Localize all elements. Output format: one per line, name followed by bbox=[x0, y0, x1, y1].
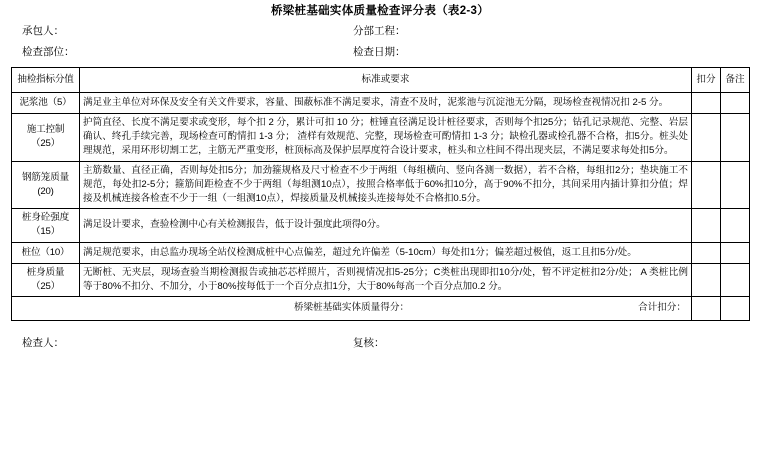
table-row bbox=[12, 263, 750, 296]
row-deduction-pile-concrete-strength[interactable] bbox=[692, 209, 721, 242]
row-label-pile-position: 桩位（10） bbox=[12, 242, 80, 263]
row-deduction-construction-control[interactable] bbox=[692, 114, 721, 162]
row-standard-slurry-pond: 满足业主单位对环保及安全有关文件要求，容量、围蔽标准不满足要求，清查不及时，泥浆池与沉淀池无分隔，现场检查视情况扣 2-5 分。 bbox=[80, 93, 692, 114]
row-standard-pile-concrete-strength: 满足设计要求，查验检测中心有关检测报告，低于设计强度此项得0分。 bbox=[80, 209, 692, 242]
row-standard-pile-position: 满足规范要求，由总监办现场全站仪检测成桩中心点偏差，超过允许偏差（5-10cm）每处扣1分；偏差超过极值，返工且扣5分/处。 bbox=[80, 242, 692, 263]
row-label-pile-concrete-strength: 桩身砼强度（15） bbox=[12, 209, 80, 242]
row-label-pile-body-quality: 桩身质量（25） bbox=[12, 263, 80, 296]
inspector-label: 检查人： bbox=[22, 337, 64, 350]
row-deduction-rebar-cage-quality[interactable] bbox=[692, 161, 721, 209]
row-deduction-slurry-pond[interactable] bbox=[692, 93, 721, 114]
table-row bbox=[12, 114, 750, 162]
table-row bbox=[12, 209, 750, 242]
header-deduction: 扣分 bbox=[692, 68, 721, 93]
row-label-slurry-pond: 泥浆池（5） bbox=[12, 93, 80, 114]
row-remark-pile-body-quality[interactable] bbox=[721, 263, 750, 296]
total-remark-value[interactable] bbox=[721, 297, 750, 321]
row-standard-construction-control: 护筒直径、长度不满足要求或变形，每个扣 2 分，累计可扣 10 分；桩锤直径满足设计桩径要求，否则每个扣25分；钻孔记录规范、完整、岩层确认、终孔手续完善，现场检查可酌情扣 1-3 分； 渣样有效规范、完整，现场检查可酌情扣 1-3 分；缺检孔器或检孔器不合格，扣5分。桩头处理规范，采用环形切割工艺，主筋无严重变形，桩顶标高及保护层厚度符合设计要求，桩头和立柱间不得出现夹层，不满足要求每处扣5分。 bbox=[80, 114, 692, 162]
total-score-label: 桥梁桩基础实体质量得分： bbox=[293, 302, 410, 314]
total-deduction-label: 合计扣分： bbox=[638, 302, 686, 314]
row-remark-construction-control[interactable] bbox=[721, 114, 750, 162]
meta-row bbox=[0, 21, 760, 42]
row-standard-pile-body-quality: 无断桩、无夹层，现场查验当期检测报告或抽芯芯样照片，否则视情况扣5-25分；C类桩出现即扣10分/处，暂不评定桩扣2分/处； A 类桩比例等于80%不扣分、不加分，小于80%按每低于一个百分点扣1分，大于80%每高一个百分点加0.2 分。 bbox=[80, 263, 692, 296]
row-remark-rebar-cage-quality[interactable] bbox=[721, 161, 750, 209]
row-remark-slurry-pond[interactable] bbox=[721, 93, 750, 114]
row-remark-pile-position[interactable] bbox=[721, 242, 750, 263]
row-remark-pile-concrete-strength[interactable] bbox=[721, 209, 750, 242]
row-deduction-pile-position[interactable] bbox=[692, 242, 721, 263]
header-remark: 备注 bbox=[721, 68, 750, 93]
table-header-row bbox=[12, 68, 750, 93]
total-score-cell bbox=[12, 297, 692, 321]
inspection-location-label: 检查部位： bbox=[22, 46, 75, 58]
page-title: 桥梁桩基础实体质量检查评分表（表2-3） bbox=[270, 5, 490, 17]
row-standard-rebar-cage-quality: 主筋数量、直径正确，否则每处扣5分；加劲箍规格及尺寸检查不少于两组（每组横向、竖向各测一数据），若不合格，每组扣2分；垫块施工不规范，每处扣2-5分；箍筋间距检查不少于两组（每组测10点），按照合格率低于60%扣10分，高于90%不扣分，其间采用内插计算扣分值；焊接及机械连接各检查不少于一组（一组测10点），焊接质量及机械接头连接每处不合格扣0.5分。 bbox=[80, 161, 692, 209]
meta-row bbox=[0, 42, 760, 63]
reviewer-label: 复核： bbox=[353, 337, 385, 350]
table-row bbox=[12, 242, 750, 263]
quality-inspection-table bbox=[11, 67, 750, 321]
table-row bbox=[12, 93, 750, 114]
footer-row bbox=[0, 335, 760, 351]
table-total-row bbox=[12, 297, 750, 321]
division-project-label: 分部工程： bbox=[353, 25, 406, 37]
row-label-construction-control: 施工控制（25） bbox=[12, 114, 80, 162]
contractor-label: 承包人： bbox=[22, 25, 64, 37]
table-row bbox=[12, 161, 750, 209]
row-deduction-pile-body-quality[interactable] bbox=[692, 263, 721, 296]
header-indicator: 抽检指标分值 bbox=[12, 68, 80, 93]
header-standard: 标准或要求 bbox=[80, 68, 692, 93]
row-label-rebar-cage-quality: 钢筋笼质量(20) bbox=[12, 161, 80, 209]
total-deduction-value[interactable] bbox=[692, 297, 721, 321]
inspection-date-label: 检查日期： bbox=[353, 46, 406, 58]
meta-block bbox=[0, 21, 760, 63]
